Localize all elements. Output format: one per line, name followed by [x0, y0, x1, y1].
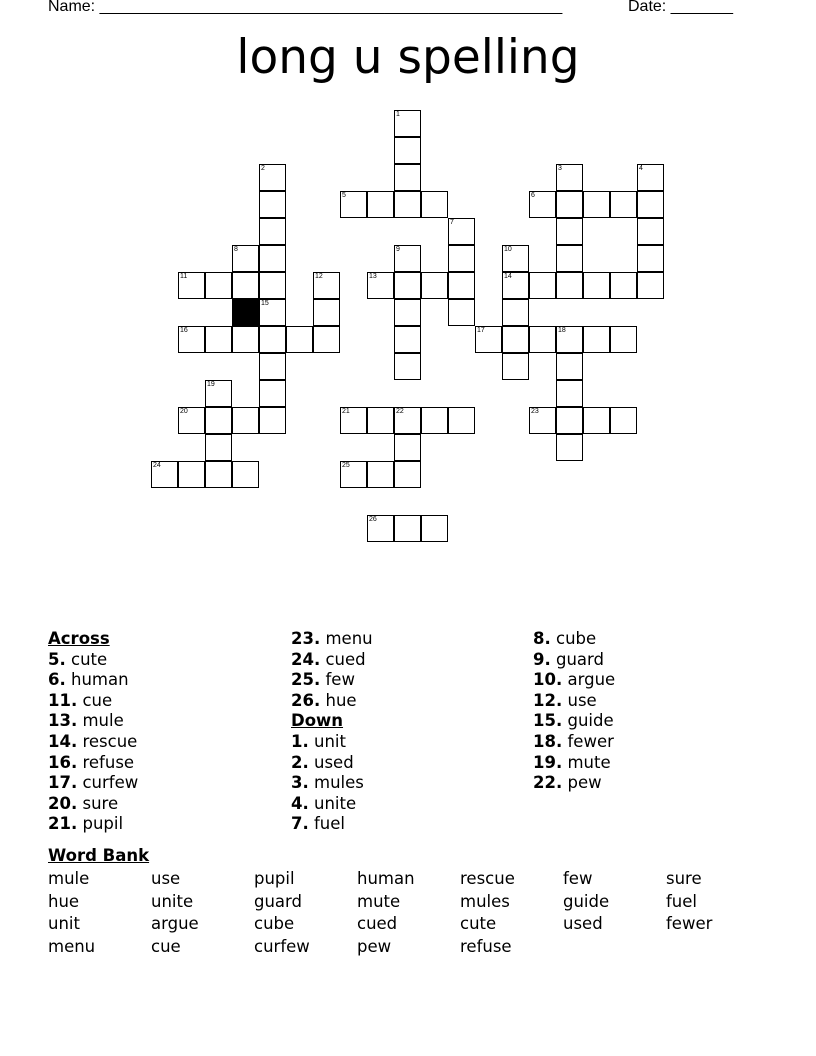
page-title: long u spelling — [236, 30, 580, 85]
clue-text: hue — [325, 690, 357, 710]
grid-cell[interactable] — [178, 272, 205, 299]
clue-num: 14. — [48, 731, 78, 751]
grid-cell[interactable] — [259, 380, 286, 407]
grid-cell[interactable] — [394, 461, 421, 488]
grid-cell[interactable] — [421, 407, 448, 434]
grid-cell[interactable] — [394, 272, 421, 299]
grid-cell[interactable] — [286, 326, 313, 353]
clue-item — [48, 814, 138, 835]
clue-text: guide — [567, 711, 614, 731]
clue-item — [291, 732, 373, 753]
clue-text: cute — [71, 649, 108, 669]
clue-num: 3. — [291, 773, 309, 793]
clue-item — [48, 691, 138, 712]
word-bank-item: mule — [48, 869, 90, 888]
clue-number: 6 — [531, 192, 535, 199]
grid-cell[interactable] — [178, 461, 205, 488]
clue-item — [48, 670, 138, 691]
clue-item — [291, 629, 373, 650]
clue-text: cued — [325, 649, 366, 669]
grid-cell[interactable] — [610, 407, 637, 434]
clue-num: 23. — [291, 629, 321, 648]
grid-cell[interactable] — [556, 326, 583, 353]
clue-number: 9 — [396, 246, 400, 253]
grid-cell[interactable] — [421, 515, 448, 542]
grid-cell[interactable] — [232, 461, 259, 488]
grid-cell[interactable] — [340, 461, 367, 488]
grid-cell[interactable] — [610, 272, 637, 299]
clue-number: 26 — [369, 516, 377, 523]
clue-item — [291, 753, 373, 774]
grid-cell[interactable] — [637, 164, 664, 191]
word-bank-item: sure — [666, 869, 702, 888]
word-bank-item: unite — [151, 891, 194, 911]
clue-text: guard — [556, 649, 605, 669]
word-bank-item: refuse — [460, 936, 512, 956]
grid-cell[interactable] — [394, 110, 421, 137]
clue-text: pew — [567, 773, 602, 793]
word-bank-item: menu — [48, 936, 96, 956]
grid-cell[interactable] — [529, 326, 556, 353]
clue-item — [291, 670, 373, 691]
word-bank-item: cue — [151, 936, 181, 956]
grid-cell[interactable] — [367, 191, 394, 218]
grid-cell[interactable] — [502, 299, 529, 326]
word-bank — [48, 868, 768, 958]
grid-cell[interactable] — [232, 245, 259, 272]
word-bank-item: mules — [460, 891, 510, 911]
word-bank-item: few — [563, 869, 593, 888]
clue-number: 7 — [450, 219, 454, 226]
clue-num: 7. — [291, 814, 309, 834]
clue-num: 17. — [48, 773, 78, 793]
grid-cell[interactable] — [178, 326, 205, 353]
grid-cell[interactable] — [259, 407, 286, 434]
clue-item — [291, 814, 373, 835]
grid-cell[interactable] — [529, 407, 556, 434]
clue-num: 8. — [533, 629, 551, 648]
clue-text: argue — [567, 670, 616, 690]
grid-cell[interactable] — [259, 164, 286, 191]
grid-cell[interactable] — [151, 461, 178, 488]
grid-cell[interactable] — [448, 272, 475, 299]
clue-item — [291, 773, 373, 794]
clue-num: 21. — [48, 814, 78, 834]
word-bank-item: pew — [357, 936, 392, 956]
grid-cell[interactable] — [502, 353, 529, 380]
clue-num: 4. — [291, 793, 309, 813]
grid-cell[interactable] — [637, 218, 664, 245]
clue-text: human — [71, 670, 129, 690]
clue-number: 10 — [504, 246, 512, 253]
grid-cell[interactable] — [313, 272, 340, 299]
grid-cell[interactable] — [205, 272, 232, 299]
grid-cell[interactable] — [583, 407, 610, 434]
clue-item — [291, 650, 373, 671]
word-bank-item: hue — [48, 891, 80, 911]
grid-cell[interactable] — [583, 191, 610, 218]
clue-item — [48, 773, 138, 794]
word-bank-item: argue — [151, 914, 199, 933]
clue-num: 26. — [291, 690, 321, 710]
grid-cell[interactable] — [340, 191, 367, 218]
clue-text: used — [314, 752, 354, 772]
grid-cell[interactable] — [205, 380, 232, 407]
clue-item — [533, 691, 615, 712]
clue-text: few — [325, 670, 355, 690]
clue-column-2 — [291, 629, 373, 835]
clue-number: 16 — [180, 327, 188, 334]
name-field: Name: ____________________________________________________ — [48, 0, 563, 15]
grid-cell[interactable] — [556, 245, 583, 272]
clue-number: 13 — [369, 273, 377, 280]
grid-cell[interactable] — [259, 326, 286, 353]
grid-cell[interactable] — [421, 191, 448, 218]
word-bank-item: mute — [357, 891, 401, 911]
word-bank-item: fuel — [666, 891, 698, 911]
clue-text: refuse — [82, 752, 135, 772]
clue-num: 15. — [533, 711, 563, 731]
clue-item — [48, 794, 138, 815]
grid-cell[interactable] — [394, 434, 421, 461]
grid-cell[interactable] — [394, 407, 421, 434]
grid-cell[interactable] — [259, 353, 286, 380]
clue-number: 5 — [342, 192, 346, 199]
grid-cell[interactable] — [637, 272, 664, 299]
clue-number: 20 — [180, 408, 188, 415]
grid-cell[interactable] — [502, 245, 529, 272]
grid-cell[interactable] — [259, 299, 286, 326]
clue-text: curfew — [82, 773, 139, 793]
clue-text: unite — [314, 793, 357, 813]
date-field: Date: _______ — [628, 0, 733, 15]
clue-item — [533, 650, 615, 671]
grid-cell[interactable] — [259, 218, 286, 245]
word-bank-item: cube — [254, 914, 295, 933]
grid-cell[interactable] — [448, 245, 475, 272]
grid-cell[interactable] — [394, 515, 421, 542]
grid-cell[interactable] — [367, 515, 394, 542]
clue-num: 9. — [533, 649, 551, 669]
word-bank-item: used — [563, 914, 603, 933]
clue-num: 22. — [533, 773, 563, 793]
clue-num: 6. — [48, 670, 66, 690]
word-bank-item: human — [357, 869, 415, 888]
clue-number: 12 — [315, 273, 323, 280]
clue-num: 18. — [533, 731, 563, 751]
grid-cell[interactable] — [367, 461, 394, 488]
word-bank-item: guide — [563, 891, 610, 911]
clue-num: 19. — [533, 752, 563, 772]
clue-num: 25. — [291, 670, 321, 690]
clue-num: 13. — [48, 711, 78, 731]
clue-item — [48, 650, 138, 671]
grid-cell[interactable] — [205, 461, 232, 488]
clue-text: use — [567, 690, 597, 710]
clue-num: 12. — [533, 690, 563, 710]
grid-cell[interactable] — [529, 272, 556, 299]
clue-number: 11 — [180, 273, 188, 280]
grid-cell[interactable] — [583, 326, 610, 353]
grid-cell[interactable] — [448, 218, 475, 245]
clue-num: 20. — [48, 793, 78, 813]
grid-cell[interactable] — [610, 191, 637, 218]
word-bank-item: cued — [357, 914, 398, 933]
clue-item — [48, 753, 138, 774]
grid-cell[interactable] — [394, 299, 421, 326]
clue-text: unit — [314, 731, 346, 751]
grid-cell[interactable] — [637, 245, 664, 272]
grid-cell[interactable] — [178, 407, 205, 434]
clue-item — [533, 711, 615, 732]
grid-cell[interactable] — [394, 137, 421, 164]
clue-item — [533, 732, 615, 753]
clue-text: cube — [556, 629, 597, 648]
clue-item — [291, 794, 373, 815]
grid-cell[interactable] — [475, 326, 502, 353]
grid-cell[interactable] — [394, 164, 421, 191]
grid-cell[interactable] — [394, 353, 421, 380]
grid-cell[interactable] — [313, 299, 340, 326]
grid-cell[interactable] — [367, 407, 394, 434]
clue-number: 21 — [342, 408, 350, 415]
clue-num: 1. — [291, 731, 309, 751]
grid-cell[interactable] — [232, 326, 259, 353]
clue-text: mute — [567, 752, 611, 772]
clue-number: 15 — [261, 300, 269, 307]
grid-cell[interactable] — [394, 245, 421, 272]
clue-num: 5. — [48, 649, 66, 669]
grid-cell[interactable] — [367, 272, 394, 299]
clue-number: 1 — [396, 111, 400, 118]
clue-text: fewer — [567, 731, 614, 751]
clue-number: 22 — [396, 408, 404, 415]
clue-column-1 — [48, 629, 138, 835]
clue-num: 24. — [291, 649, 321, 669]
grid-cell[interactable] — [556, 191, 583, 218]
grid-cell[interactable] — [205, 434, 232, 461]
grid-cell[interactable] — [502, 272, 529, 299]
grid-cell[interactable] — [448, 407, 475, 434]
grid-cell[interactable] — [556, 218, 583, 245]
clue-number: 3 — [558, 165, 562, 172]
grid-cell[interactable] — [556, 434, 583, 461]
grid-cell[interactable] — [232, 272, 259, 299]
clue-item — [533, 773, 615, 794]
grid-cell[interactable] — [583, 272, 610, 299]
clue-num: 2. — [291, 752, 309, 772]
clue-number: 17 — [477, 327, 485, 334]
across-heading: Across — [48, 629, 110, 648]
word-bank-item: pupil — [254, 869, 295, 888]
word-bank-item: unit — [48, 914, 80, 933]
word-bank-item: curfew — [254, 936, 310, 956]
clue-column-3 — [533, 629, 615, 794]
grid-cell[interactable] — [556, 353, 583, 380]
grid-cell[interactable] — [259, 272, 286, 299]
clue-item — [533, 629, 615, 650]
grid-cell[interactable] — [556, 164, 583, 191]
clue-number: 18 — [558, 327, 566, 334]
clue-number: 2 — [261, 165, 265, 172]
clue-item — [48, 711, 138, 732]
clue-number: 23 — [531, 408, 539, 415]
clue-text: cue — [82, 690, 113, 710]
grid-cell[interactable] — [340, 407, 367, 434]
clue-number: 24 — [153, 462, 161, 469]
grid-cell[interactable] — [421, 272, 448, 299]
grid-cell[interactable] — [394, 326, 421, 353]
clue-item — [291, 691, 373, 712]
word-bank-item: use — [151, 869, 181, 888]
grid-cell[interactable] — [448, 299, 475, 326]
grid-cell[interactable] — [610, 326, 637, 353]
clue-number: 4 — [639, 165, 643, 172]
grid-cell[interactable] — [259, 245, 286, 272]
grid-cell[interactable] — [205, 407, 232, 434]
clue-text: fuel — [314, 814, 346, 834]
grid-cell[interactable] — [556, 407, 583, 434]
grid-cell[interactable] — [556, 272, 583, 299]
clue-num: 10. — [533, 670, 563, 690]
grid-cell[interactable] — [502, 326, 529, 353]
clue-text: menu — [325, 629, 373, 648]
word-bank-heading: Word Bank — [48, 846, 150, 865]
clue-text: sure — [82, 793, 119, 813]
word-bank-item: rescue — [460, 869, 515, 888]
clue-text: mules — [314, 773, 364, 793]
grid-cell[interactable] — [529, 191, 556, 218]
clue-text: rescue — [82, 731, 138, 751]
word-bank-item: cute — [460, 914, 497, 933]
clue-item — [48, 732, 138, 753]
clue-number: 8 — [234, 246, 238, 253]
clue-text: pupil — [82, 814, 124, 834]
clue-number: 25 — [342, 462, 350, 469]
black-cell — [232, 299, 259, 326]
word-bank-item: fewer — [666, 914, 713, 933]
clue-num: 16. — [48, 752, 78, 772]
grid-cell[interactable] — [259, 191, 286, 218]
clue-item — [533, 753, 615, 774]
grid-cell[interactable] — [556, 380, 583, 407]
clue-number: 19 — [207, 381, 215, 388]
grid-cell[interactable] — [637, 191, 664, 218]
word-bank-item: guard — [254, 891, 303, 911]
down-heading: Down — [291, 711, 344, 731]
grid-cell[interactable] — [394, 191, 421, 218]
clue-item — [533, 670, 615, 691]
clue-num: 11. — [48, 690, 78, 710]
grid-cell[interactable] — [205, 326, 232, 353]
grid-cell[interactable] — [232, 407, 259, 434]
clue-number: 14 — [504, 273, 512, 280]
grid-cell[interactable] — [313, 326, 340, 353]
clue-text: mule — [82, 711, 124, 731]
